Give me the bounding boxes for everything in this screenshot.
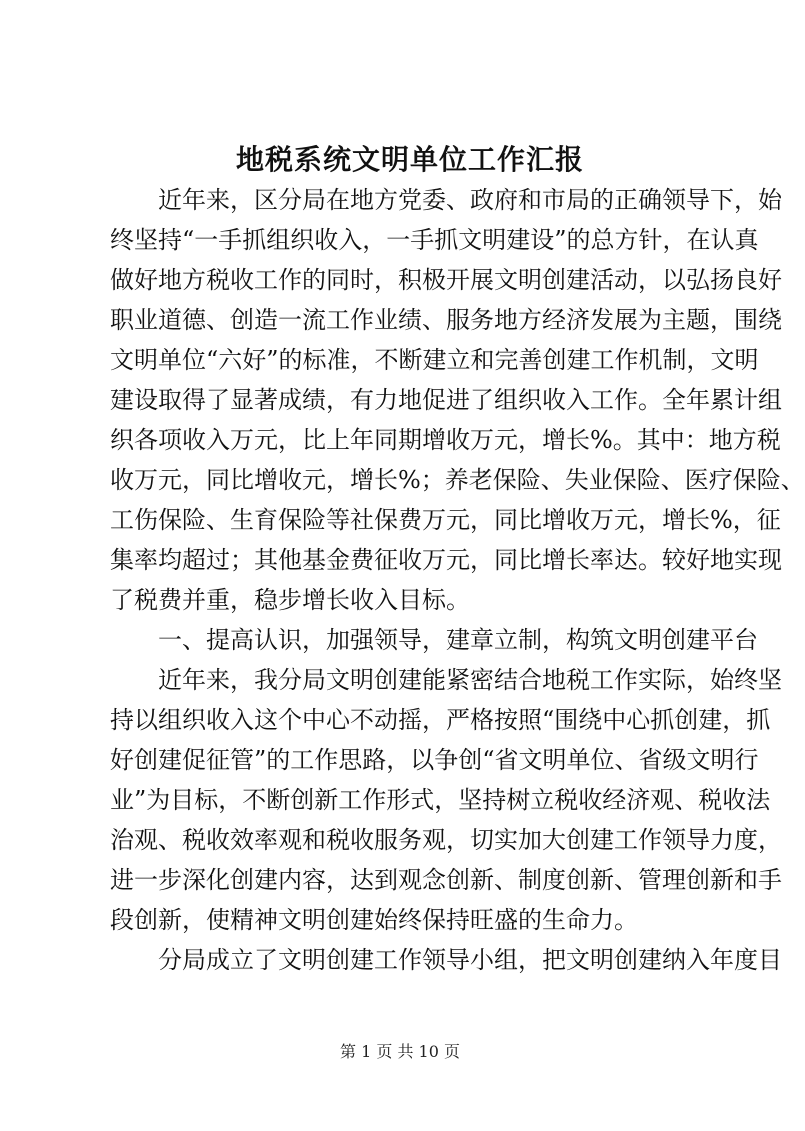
body-line-2: 终坚持“一手抓组织收入，一手抓文明建设”的总方针，在认真 <box>110 226 759 254</box>
body-line-9: 工伤保险、生育保险等社保费万元，同比增收万元，增长%，征 <box>110 506 781 534</box>
body-line-11: 了税费并重，稳步增长收入目标。 <box>110 586 470 614</box>
body-line-7: 织各项收入万元，比上年同期增收万元，增长%。其中：地方税 <box>110 426 781 454</box>
body-line-13: 近年来，我分局文明创建能紧密结合地税工作实际，始终坚 <box>158 666 782 694</box>
body-line-20: 分局成立了文明创建工作领导小组，把文明创建纳入年度目 <box>158 946 782 974</box>
body-line-19: 段创新，使精神文明创建始终保持旺盛的生命力。 <box>110 906 638 934</box>
body-line-1: 近年来，区分局在地方党委、政府和市局的正确领导下，始 <box>158 186 782 214</box>
body-line-14: 持以组织收入这个中心不动摇，严格按照“围绕中心抓创建，抓 <box>110 706 771 734</box>
body-line-6: 建设取得了显著成绩，有力地促进了组织收入工作。全年累计组 <box>110 386 782 414</box>
body-line-3: 做好地方税收工作的同时，积极开展文明创建活动，以弘扬良好 <box>110 266 782 294</box>
body-line-5: 文明单位“六好”的标准，不断建立和完善创建工作机制，文明 <box>110 346 759 374</box>
body-line-10: 集率均超过；其他基金费征收万元，同比增长率达。较好地实现 <box>110 546 782 574</box>
body-line-17: 治观、税收效率观和税收服务观，切实加大创建工作领导力度， <box>110 826 782 854</box>
page-footer: 第 1 页 共 10 页 <box>340 1042 460 1061</box>
body-line-4: 职业道德、创造一流工作业绩、服务地方经济发展为主题，围绕 <box>110 306 782 334</box>
body-line-18: 进一步深化创建内容，达到观念创新、制度创新、管理创新和手 <box>110 866 782 894</box>
body-line-8: 收万元，同比增收元，增长%；养老保险、失业保险、医疗保险、 <box>110 466 805 494</box>
section-heading: 一、提高认识，加强领导，建章立制，构筑文明创建平台 <box>158 626 758 654</box>
body-line-15: 好创建促征管”的工作思路，以争创“省文明单位、省级文明行 <box>110 746 759 774</box>
body-line-16: 业”为目标，不断创新工作形式，坚持树立税收经济观、税收法 <box>110 786 771 814</box>
document-title: 地税系统文明单位工作汇报 <box>235 143 584 176</box>
